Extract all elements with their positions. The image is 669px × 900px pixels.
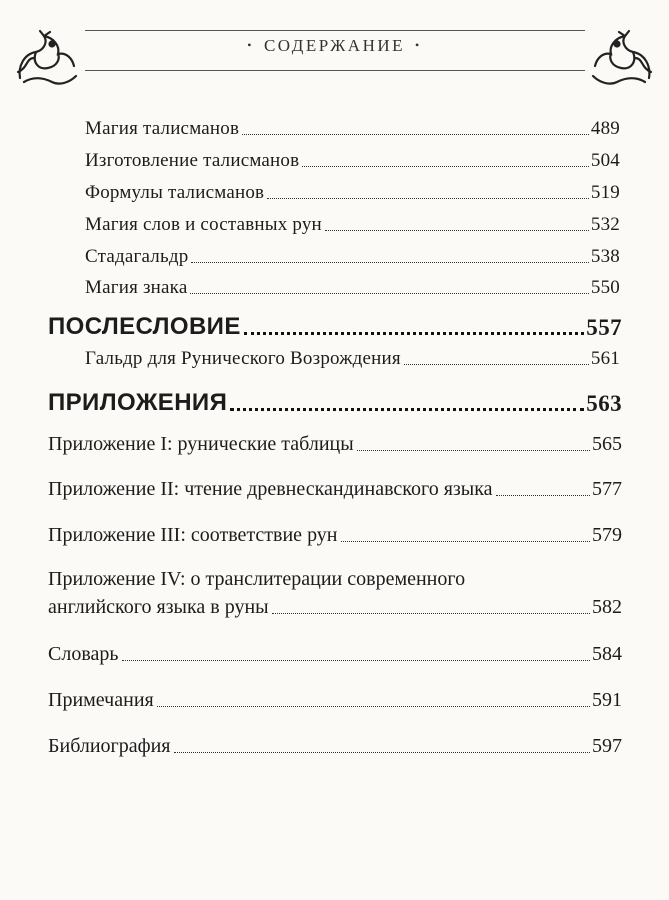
dot-leader [272, 613, 590, 614]
dot-leader [496, 495, 590, 496]
toc-entry-page: 565 [592, 433, 622, 455]
header-dot-right: • [415, 38, 422, 52]
toc-entry-label: Стадагальдр [85, 246, 189, 267]
dot-leader [302, 166, 589, 167]
toc-entry-label: Приложение I: рунические таблицы [48, 433, 354, 455]
toc-appendix-entry [48, 596, 622, 619]
toc-appendix-entry [48, 433, 622, 456]
toc-section-appendices [48, 389, 622, 417]
toc-entry [85, 118, 620, 140]
toc-entry-label: Магия слов и составных рун [85, 214, 322, 235]
toc-entry-page: 597 [592, 735, 622, 757]
toc-entry-label-line1: Приложение IV: о транслитерации современного [48, 568, 466, 590]
toc-entry-label: Магия знака [85, 277, 188, 298]
dot-leader [267, 198, 589, 199]
toc-section-page: 557 [586, 315, 622, 340]
toc-entry [85, 182, 620, 204]
toc-entry [85, 348, 620, 370]
toc-entry-label: Гальдр для Рунического Возрождения [85, 348, 401, 369]
toc-entry-page: 584 [592, 643, 622, 665]
toc-entry-page: 582 [592, 596, 622, 618]
dot-leader [157, 706, 590, 707]
toc-entry-label: Формулы талисманов [85, 182, 265, 203]
dot-leader [190, 293, 588, 294]
toc-entry-label: Магия талисманов [85, 118, 240, 139]
toc-entry [85, 246, 620, 268]
toc-entry-label-line2: английского языка в руны [48, 596, 269, 618]
dot-leader [325, 230, 589, 231]
dot-leader [122, 660, 591, 661]
toc-section-label: ПРИЛОЖЕНИЯ [48, 389, 228, 416]
toc-entry [85, 214, 620, 236]
toc-entry-page: 532 [590, 214, 620, 235]
toc-appendix-entry [48, 735, 622, 758]
dot-leader [341, 541, 590, 542]
toc-entry-page: 489 [590, 118, 620, 139]
toc-entry-label: Приложение III: соответствие рун [48, 524, 338, 546]
header-dot-left: • [247, 38, 254, 52]
toc-entry-label: Словарь [48, 643, 119, 665]
toc-section-label: ПОСЛЕСЛОВИЕ [48, 313, 241, 340]
toc-entry-page: 561 [590, 348, 620, 369]
toc-entry-page: 579 [592, 524, 622, 546]
toc-entry-page: 550 [590, 277, 620, 298]
toc-entry-label: Изготовление талисманов [85, 150, 300, 171]
toc-entry-label: Приложение II: чтение древнескандинавского языка [48, 478, 493, 500]
toc-entry [85, 277, 620, 299]
toc-entry-page: 591 [592, 689, 622, 711]
dot-leader [230, 408, 584, 411]
dot-leader [404, 364, 589, 365]
dot-leader [242, 134, 589, 135]
toc-entry-page: 577 [592, 478, 622, 500]
dot-leader [174, 752, 591, 753]
toc-entry-label: Библиография [48, 735, 171, 757]
dot-leader [244, 332, 585, 335]
dot-leader [357, 450, 590, 451]
toc-entry-label: Примечания [48, 689, 154, 711]
toc-section-afterword [48, 313, 622, 341]
toc-entry-page: 504 [590, 150, 620, 171]
toc-appendix-entry [48, 689, 622, 712]
dot-leader [191, 262, 588, 263]
toc-entry-page: 538 [590, 246, 620, 267]
toc-appendix-entry [48, 478, 622, 501]
toc-entry [85, 150, 620, 172]
toc-entry-page: 519 [590, 182, 620, 203]
toc-section-page: 563 [586, 391, 622, 416]
header-title-text: СОДЕРЖАНИЕ [263, 36, 406, 55]
toc-appendix-entry [48, 524, 622, 547]
toc-appendix-entry [48, 643, 622, 666]
